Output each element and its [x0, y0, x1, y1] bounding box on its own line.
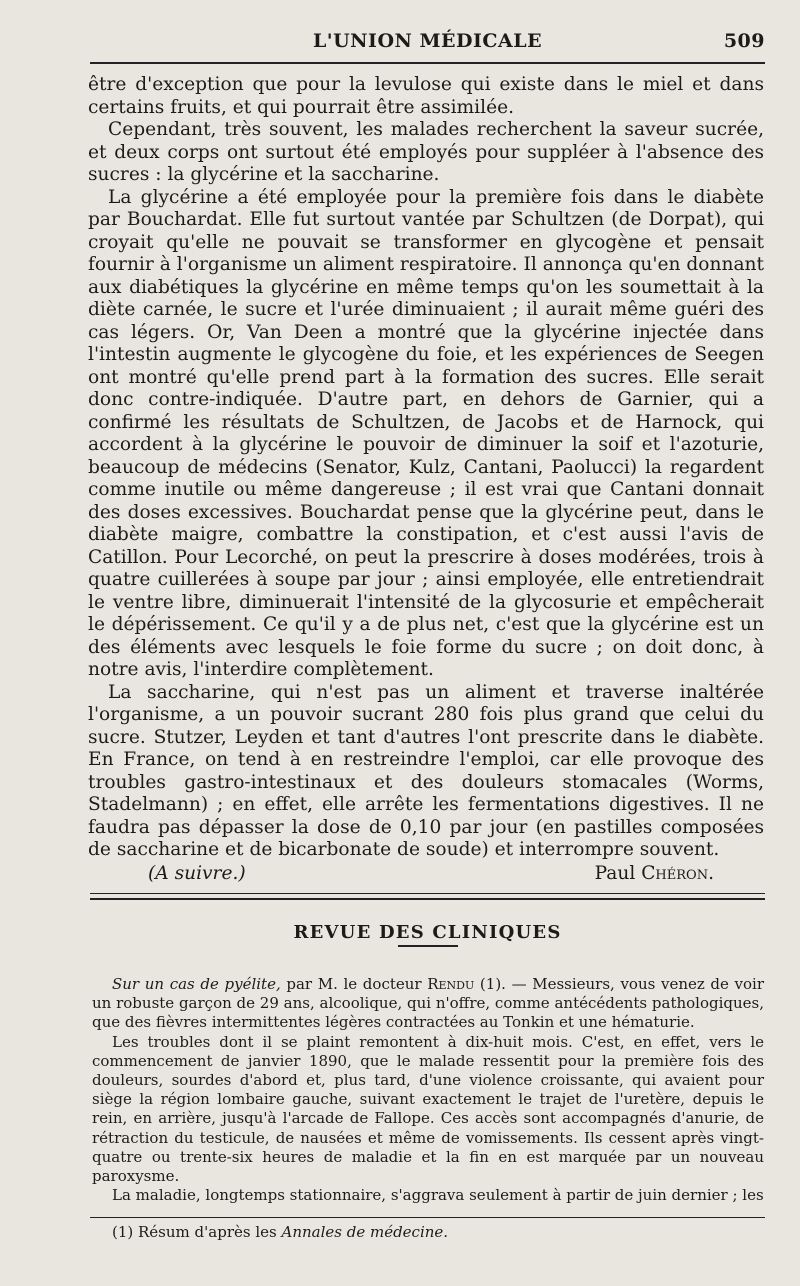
- article-signature: [88, 863, 764, 886]
- paragraph-continued: être d'exception que pour la levulose qui existe dans le miel et dans certains fruits, et qui pourrait être assimilée.: [88, 74, 764, 118]
- journal-title: L'UNION MÉDICALE: [312, 30, 543, 52]
- running-header: [90, 30, 765, 56]
- section-heading: REVUE DES CLINIQUES: [90, 922, 765, 947]
- header-rule: [90, 62, 765, 64]
- section-divider: [90, 893, 765, 900]
- paragraph-glycerine: La glycérine a été employée pour la première fois dans le diabète par Bouchardat. Elle fut surtout vantée par Schultzen (de Dorpat), qui croyait qu'elle ne pouvait se transformer en glycogène et pensait fournir à l'organisme un aliment respiratoire. Il annonça qu'en donnant aux diabétiques la glycérine en même temps qu'on les soumettait à la diète carnée, le sucre et l'urée diminuaient ; il aurait même guéri des cas légers. Or, Van Deen a montré que la glycérine injectée dans l'intestin augmente le glycogène du foie, et les expériences de Seegen ont montré qu'elle prend part à la formation des sucres. Elle serait donc contre-indiquée. D'autre part, en dehors de Garnier, qui a confirmé les résultats de Schultzen, de Jacobs et de Harnock, qui accordent à la glycérine le pouvoir de diminuer la soif et l'azoturie, beaucoup de médecins (Senator, Kulz, Cantani, Paolucci) la regardent comme inutile ou même dangereuse ; il est vrai que Cantani donnait des doses excessives. Bouchardat pense que la glycérine peut, dans le diabète maigre, combattre la constipation, et c'est aussi l'avis de Catillon. Pour Lecorché, on peut la prescrire à doses modérées, trois à quatre cuillerées à soupe par jour ; ainsi employée, elle entretiendrait le ventre libre, diminuerait l'intensité de la glycosurie et empêcherait le dépérissement. Ce qu'il y a de plus net, c'est que la glycérine est un des éléments avec lesquels le foie forme du sucre ; on doit donc, à notre avis, l'interdire complètement.: [88, 186, 764, 680]
- to-be-continued: (A suivre.): [148, 862, 246, 884]
- heading-underline: [398, 945, 458, 947]
- footnote: (1) Résum d'après les Annales de médecine.: [112, 1223, 449, 1241]
- clinic-review: [92, 975, 764, 1205]
- author-name: Paul Chéron.: [594, 862, 714, 884]
- article-body: [88, 74, 764, 885]
- page-number: 509: [723, 30, 765, 52]
- clinic-paragraph-2: Les troubles dont il se plaint remontent à dix-huit mois. C'est, en effet, vers le commencement de janvier 1890, que le malade ressentit pour la première fois des douleurs, sourdes d'abord et, plus tard, d'une violence croissante, qui avaient pour siège la région lombaire gauche, suivant exactement le trajet de l'uretère, depuis le rein, en arrière, jusqu'à l'arcade de Fallope. Ces accès sont accompagnés d'anurie, de rétraction du testicule, de nausées et même de vomissements. Ils cessent après vingt-quatre ou trente-six heures de maladie et la fin en est marquée par un nouveau paroxysme.: [92, 1032, 764, 1186]
- paragraph-sucres: Cependant, très souvent, les malades recherchent la saveur sucrée, et deux corps ont surtout été employés pour suppléer à l'absence des sucres : la glycérine et la saccharine.: [88, 119, 764, 185]
- clinic-paragraph-1: Sur un cas de pyélite, par M. le docteur Rendu (1). — Messieurs, vous venez de voir un robuste garçon de 29 ans, alcoolique, qui n'offre, comme antécédents pathologiques, que des fièvres intermittentes légères contractées au Tonkin et une hématurie.: [92, 975, 764, 1032]
- paragraph-saccharine: La saccharine, qui n'est pas un aliment et traverse inaltérée l'organisme, a un pouvoir sucrant 280 fois plus grand que celui du sucre. Stutzer, Leyden et tant d'autres l'ont prescrite dans le diabète. En France, on tend à en restreindre l'emploi, car elle provoque des troubles gastro-intestinaux et des douleurs stomacales (Worms, Stadelmann) ; en effet, elle arrête les fermentations digestives. Il ne faudra pas dépasser la dose de 0,10 par jour (en pastilles composées de saccharine et de bicarbonate de soude) et interrompre souvent.: [88, 681, 764, 860]
- footnote-rule: [90, 1217, 765, 1218]
- clinic-paragraph-3: La maladie, longtemps stationnaire, s'aggrava seulement à partir de juin dernier ; les: [112, 1186, 764, 1205]
